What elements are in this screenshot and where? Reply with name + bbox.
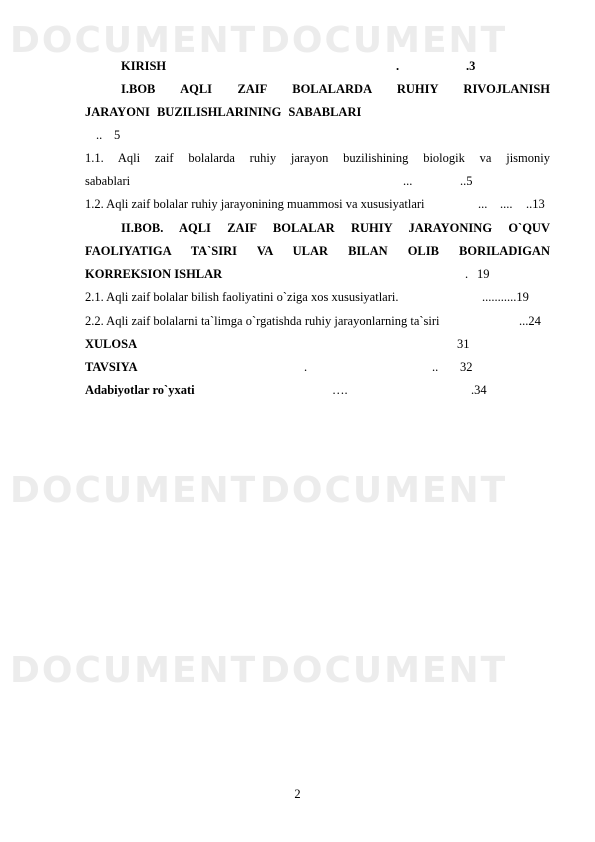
page-number: 2	[294, 787, 301, 801]
toc-bob2-dot: .	[465, 267, 469, 281]
toc-section-1-2-page: ..13	[526, 197, 545, 211]
toc-tavsiya-page: 32	[460, 360, 473, 374]
toc-kirish-title: KIRISH	[121, 59, 167, 73]
toc-tavsiya-title: TAVSIYA	[85, 360, 138, 374]
toc-section-1-1-page: ..5	[460, 174, 473, 188]
toc-bob1-page: 5	[114, 128, 121, 142]
toc-section-2-1: 2.1. Aqli zaif bolalar bilish faoliyatini o`ziga xos xususiyatlari.	[85, 290, 399, 304]
toc-bob1-title-line1: I.BOB AQLI ZAIF BOLALARDA RUHIY RIVOJLANISH	[121, 82, 550, 96]
toc-bob2-page: 19	[477, 267, 490, 281]
toc-bob1-dots: ..	[96, 128, 103, 142]
toc-section-1-1-line2: sabablari	[85, 174, 131, 188]
toc-tavsiya-dot: .	[304, 360, 308, 374]
toc-bob2-title-line3: KORREKSION ISHLAR	[85, 267, 223, 281]
toc-xulosa-page: 31	[457, 337, 470, 351]
toc-kirish-page: .3	[466, 59, 476, 73]
toc-section-1-1-line1: 1.1. Aqli zaif bolalarda ruhiy jarayon buzilishining biologik va jismoniy	[85, 151, 550, 165]
toc-adabiyotlar-page: .34	[471, 383, 487, 397]
toc-section-2-1-page: ...........19	[482, 290, 529, 304]
toc-section-2-2: 2.2. Aqli zaif bolalarni ta`limga o`rgatishda ruhiy jarayonlarning ta`siri	[85, 314, 440, 328]
watermark: DOCUMENT	[260, 470, 508, 511]
toc-bob1-title-line2: JARAYONI BUZILISHLARINING SABABLARI	[85, 105, 362, 119]
watermark: DOCUMENT	[260, 650, 508, 691]
toc-kirish-dot: .	[396, 59, 400, 73]
toc-section-1-2: 1.2. Aqli zaif bolalar ruhiy jarayonining muammosi va xususiyatlari	[85, 197, 425, 211]
toc-tavsiya-dots: ..	[432, 360, 439, 374]
toc-section-1-1-dots: ...	[403, 174, 413, 188]
watermark: DOCUMENT	[10, 20, 258, 61]
toc-adabiyotlar-dots: ….	[332, 383, 348, 397]
watermark: DOCUMENT	[10, 470, 258, 511]
toc-section-1-2-dots2: ....	[500, 197, 513, 211]
toc-bob2-title-line1: II.BOB. AQLI ZAIF BOLALAR RUHIY JARAYONING O`QUV	[121, 221, 550, 235]
toc-xulosa-title: XULOSA	[85, 337, 138, 351]
toc-bob2-title-line2: FAOLIYATIGA TA`SIRI VA ULAR BILAN OLIB BORILADIGAN	[85, 244, 550, 258]
watermark: DOCUMENT	[260, 20, 508, 61]
toc-adabiyotlar-title: Adabiyotlar ro`yxati	[85, 383, 195, 397]
toc-section-1-2-dots1: ...	[478, 197, 488, 211]
toc-section-2-2-page: ...24	[519, 314, 541, 328]
watermark: DOCUMENT	[10, 650, 258, 691]
